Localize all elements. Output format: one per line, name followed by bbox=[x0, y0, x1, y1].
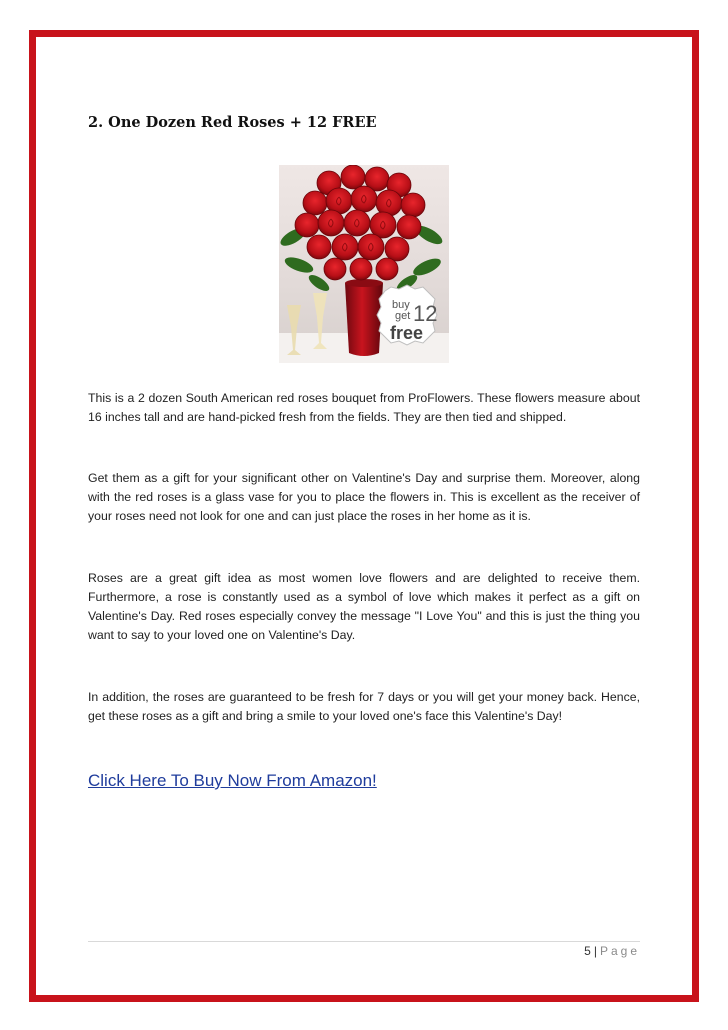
buy-get-12-free-badge bbox=[377, 285, 437, 345]
paragraph-2: Get them as a gift for your significant other on Valentine's Day and surprise them. Moreover, along with the red roses is a glass vase for you to place the flowers in. This is excellent as the receiver of your roses need not look for one and can just place the roses in her home as it is. bbox=[88, 471, 640, 523]
badge-get-text: get bbox=[395, 310, 411, 322]
buy-now-amazon-link[interactable]: Click Here To Buy Now From Amazon! bbox=[88, 771, 377, 790]
page-footer bbox=[584, 944, 640, 958]
badge-number-text: 12 bbox=[413, 301, 438, 326]
footer-divider bbox=[88, 941, 640, 942]
page-number: 5 bbox=[584, 944, 591, 958]
roses-illustration bbox=[279, 165, 449, 363]
footer-separator: | bbox=[593, 944, 597, 958]
badge-buy-text: buy bbox=[392, 299, 410, 311]
paragraph-1: This is a 2 dozen South American red roses bouquet from ProFlowers. These flowers measure about 16 inches tall and are hand-picked fresh from the fields. They are then tied and shipped. bbox=[88, 391, 640, 424]
paragraph-3: Roses are a great gift idea as most women love flowers and are delighted to receive them. Furthermore, a rose is constantly used as a symbol of love which makes it perfect as a gift on Valentine's Day. Red roses especially convey the message "I Love You" and this is just the thing you want to say to your loved one on Valentine's Day. bbox=[88, 571, 640, 642]
paragraph-4: In addition, the roses are guaranteed to be fresh for 7 days or you will get your money back. Hence, get these roses as a gift and bring a smile to your loved one's face this Valentine's Day! bbox=[88, 690, 640, 723]
page-label: Page bbox=[599, 944, 640, 958]
section-heading: 2. One Dozen Red Roses + 12 FREE bbox=[88, 114, 377, 131]
badge-free-text: free bbox=[390, 323, 424, 343]
roses-bouquet-image bbox=[279, 165, 449, 363]
